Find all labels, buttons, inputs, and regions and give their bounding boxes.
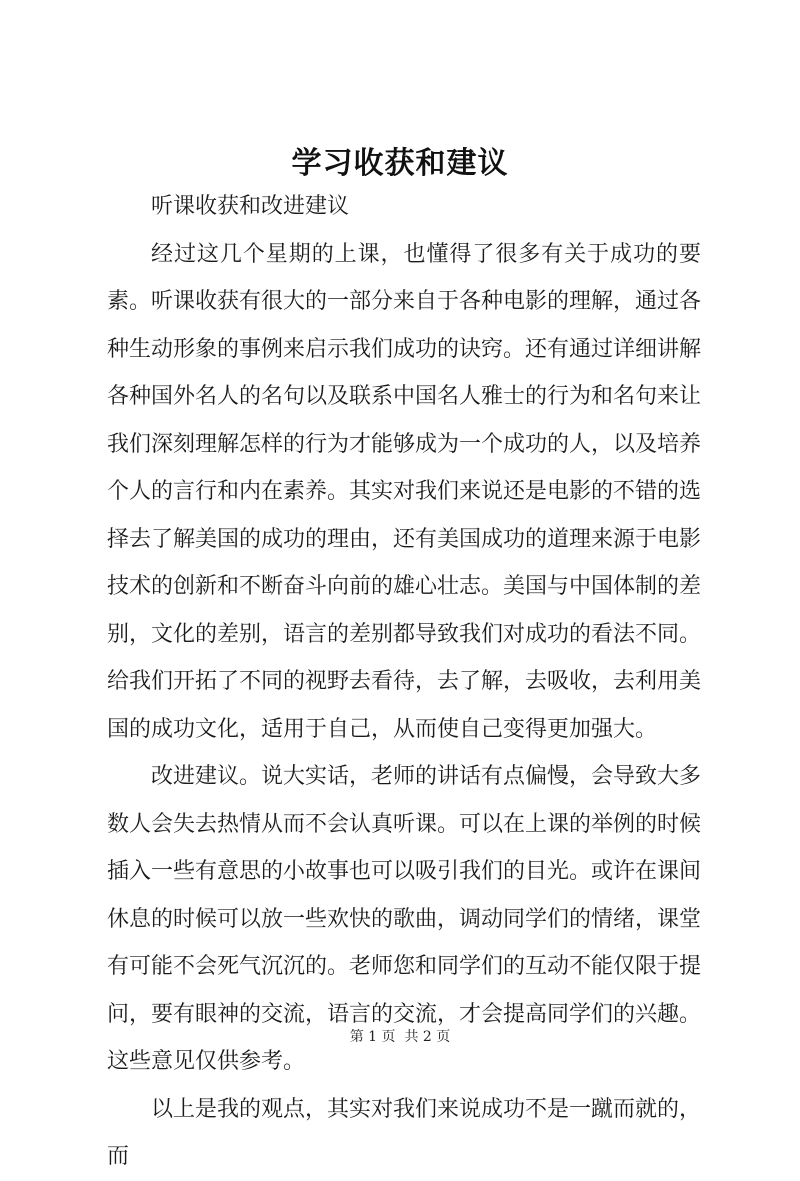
paragraph-gains: 经过这几个星期的上课，也懂得了很多有关于成功的要素。听课收获有很大的一部分来自于各种电影的理解，通过各种生动形象的事例来启示我们成功的诀窍。还有通过详细讲解各种国外名人的名句以及联系中国名人雅士的行为和名句来让我们深刻理解怎样的行为才能够成为一个成功的人，以及培养个人的言行和内在素养。其实对我们来说还是电影的不错的选择去了解美国的成功的理由，还有美国成功的道理来源于电影技术的创新和不断奋斗向前的雄心壮志。美国与中国体制的差别，文化的差别，语言的差别都导致我们对成功的看法不同。给我们开拓了不同的视野去看待，去了解，去吸收，去利用美国的成功文化，适用于自己，从而使自己变得更加强大。 [107, 241, 702, 742]
section-heading: 听课收获和改进建议 [151, 194, 350, 219]
page-number-label: 第 1 页 共 2 页 [349, 1029, 451, 1045]
paragraph-conclusion: 以上是我的观点，其实对我们来说成功不是一蹴而就的，而 [107, 1096, 702, 1169]
page-footer [0, 1026, 800, 1046]
document-title: 学习收获和建议 [291, 146, 509, 181]
paragraph-suggestions: 改进建议。说大实话，老师的讲话有点偏慢，会导致大多数人会失去热情从而不会认真听课。可以在上课的举例的时候插入一些有意思的小故事也可以吸引我们的目光。或许在课间休息的时候可以放一些欢快的歌曲，调动同学们的情绪，课堂有可能不会死气沉沉的。老师您和同学们的互动不能仅限于提问，要有眼神的交流，语言的交流，才会提高同学们的兴趣。这些意见仅供参考。 [107, 764, 702, 1074]
